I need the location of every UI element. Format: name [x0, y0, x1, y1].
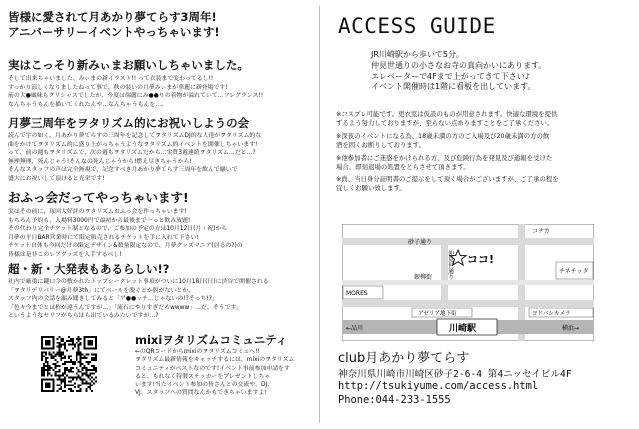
body-line: スタッフ内の会話を漏み聞きしてみると「ア●●ッチ…じゃないの!?そっち!?」 — [8, 296, 218, 303]
note-line: ※コスプレ可能です。更衣室は仮設のものが用意されます。快適な環境を提供 — [336, 110, 558, 118]
website-link[interactable]: http://tsukiyume.com/access.html — [338, 380, 539, 392]
direction-line: イベント開催時は1階に看板を出しています。 — [371, 82, 536, 92]
note-line: するよう努力しておりますが、至らない点ありますことをご了承ください。 — [336, 118, 554, 127]
body-line: 読んで字の如く、月あかり夢てらすの三周年を記念してヲタリズムDJ的な人達がヲタリズム的な — [8, 133, 262, 139]
section-body-new-illust — [8, 75, 314, 109]
body-line: ヲタリズム最新情報をキャッチするには、mixiのヲタリズム — [135, 357, 295, 364]
direction-line: JR川崎駅から歩いて5分。 — [371, 50, 465, 59]
note-line: 酒を固くお断りしております。 — [336, 140, 425, 149]
headline-line-1: 皆様に愛されて月あかり夢てらす3周年! — [8, 10, 217, 24]
body-line: そして出来ちゃいました、みぃまの新イラスト!! って衣装まで変わってるし!! — [8, 76, 214, 82]
note-line: 宜しくお願い致します。 — [336, 184, 406, 193]
section-body-announcement — [8, 278, 314, 321]
section-title-offkai: おふっ会だってやっちゃいます! — [8, 190, 189, 205]
club-name: club月あかり夢てらす — [338, 351, 470, 366]
body-line: 実はその前に、毎回大好評のヲタリズムおふっ会を作っちゃいます! — [8, 209, 187, 215]
access-guide-title: ACCESS GUIDE — [338, 14, 496, 38]
label-konaka: コナカ — [532, 228, 550, 235]
note-line: 場合、即刻退場の処置をとらさせて頂きます。 — [336, 162, 470, 171]
body-line: ←のQRコードからmixiのヲタリズムコミュへ!! — [135, 349, 260, 355]
road-ginryu — [342, 280, 594, 285]
phone-number: Phone:044-233-1555 — [338, 394, 451, 406]
label-to-shinagawa: ←品川 — [346, 325, 364, 332]
mixi-community-title: mixiヲタリズムコミュニティ — [135, 333, 288, 347]
body-line: 「色々今までとは桁が違うんですが…」「流石にやりすぎだろwwww」…だ、そうです。 — [8, 304, 242, 311]
note-line: ※尚、当日身分証明書のご提示をして頂く場合がございますが、ご了承の程を — [336, 175, 559, 184]
body-line: もちろん予約も、入場料3000円で最初から最後まで一っと飲み放題! — [8, 217, 191, 224]
label-ginryu: 銀柳街 — [414, 274, 433, 281]
body-line: 皆様は是非このレアグッズを入手するべし! — [8, 251, 122, 258]
body-line: チケット自体も今回だけの限定デザイン&数量限定なので、月夢グッズマニア(居るの?)の — [8, 243, 243, 250]
label-yodobashi: ヨドバシカメラ — [532, 311, 571, 317]
body-line: 月夢の平日BAR営業時にて限定販売されるチケットを手に入れて下さい! — [8, 234, 199, 241]
section-title-announcement: 超・新・大発表もあるらしい!? — [8, 262, 170, 276]
qr-code[interactable] — [41, 336, 97, 392]
body-line: すっかり涼しくなりましたねって事で、秋の装いの月夢みぃまが華麗に新登場です! — [8, 84, 228, 91]
notes — [336, 110, 628, 193]
body-line: ると、もれなく特製ステッカーをプレゼントしちゃ — [135, 373, 271, 380]
directions — [371, 50, 546, 93]
body-line: そんなスタッフの声は完全無視で、記念すべき月あかり夢てらす三周年を飲んで騒いで — [8, 167, 238, 174]
section-title-new-illust: 実はこっそり新みぃまお願いしちゃいました。 — [8, 58, 249, 72]
body-line: というようなセリフがちらほら出ているみたいですが…? — [8, 313, 159, 320]
mixi-community-body — [135, 348, 315, 398]
section-body-offkai — [8, 208, 314, 260]
page-divider — [319, 6, 320, 423]
body-line: その代わり完全チケット制となるので、ご参加の予定の方は10月12日(月・祝)から — [8, 226, 228, 233]
body-line: 前の大●風味もグリシャスでしたが、今度は端麗にみ●●りの着物が溢れていて…フレグランス!! — [8, 93, 264, 100]
body-line: VJ、スタッフへの質問なんかもできちゃいますよ! — [135, 390, 267, 397]
road-sunago — [342, 238, 594, 245]
body-line: 盛大にお祝いして頂けると光栄です! — [8, 175, 105, 182]
anniversary-headline — [8, 10, 220, 40]
note-line: ※深夜のイベントになる為、18歳未満の方のご入場及び20歳未満の方の飲 — [336, 131, 550, 140]
label-station: 川崎駅 — [449, 324, 477, 334]
body-line: 社内で厳重に鍵口令の敷かれたトップシークレット事項がついに10月18日(日)に渋谷で開催される — [8, 279, 269, 285]
direction-line: 仲見世通りの小さなお寺の真向かいにあります。 — [371, 60, 547, 70]
body-line: います!当たイベント参加の皆さんとの交流や、DJ、 — [135, 382, 274, 389]
headline-line-2: アニバーサリーイベントやっちゃいます! — [8, 25, 220, 39]
address: 神奈川県川崎市川崎区砂子2-6-4 第4ニッセイビル4F — [338, 369, 572, 380]
direction-line: エレベーターで4Fまで上がってきて下さい♪ — [371, 71, 530, 81]
body-line: コミュニティがベストなのです!イベント事前参加申請をす — [135, 365, 290, 372]
label-mores: MORES — [346, 290, 368, 297]
access-map — [342, 224, 594, 341]
label-chinechitta: チネチッタ — [559, 268, 589, 275]
body-line: って、前の週もヲタリズムで、次の週もヲタリズムだから…実質3週連続ヲタリズム…だと…? — [8, 150, 256, 157]
road-station — [342, 300, 594, 307]
note-line: ※他参加者にご迷惑をかけられる方、及び危険行為を発見及び通報を受けた — [336, 153, 553, 162]
label-koko: ココ! — [467, 253, 495, 266]
body-line: 「ヲタリデリバリー@月夢3th」にてベールを脱ぐとか脱がないとか。 — [8, 287, 195, 294]
body-line: 無理無理、死んじゃう!そんなの死んじゃうから!燃え尽きちゃうから! — [8, 158, 192, 165]
body-line: 曲をかけてヲタリズム的に盛り上がっちゃうようなヲタリズム的イベントを開催しちゃいます! — [8, 141, 258, 148]
label-sunago: 砂子通り — [408, 239, 433, 246]
section-body-3rd-anniversary — [8, 132, 314, 184]
label-to-yokohama: 横浜→ — [562, 325, 580, 332]
label-nakamise: 仲見世通り — [446, 250, 454, 280]
body-line: なんちゃうもんを描いてくれたんや…なんちゃうもんを…。 — [8, 101, 168, 108]
label-azalea: アゼリア地下街 — [418, 311, 457, 317]
section-title-3rd-anniversary: 月夢三周年をヲタリズム的にお祝いしようの会 — [8, 116, 250, 130]
